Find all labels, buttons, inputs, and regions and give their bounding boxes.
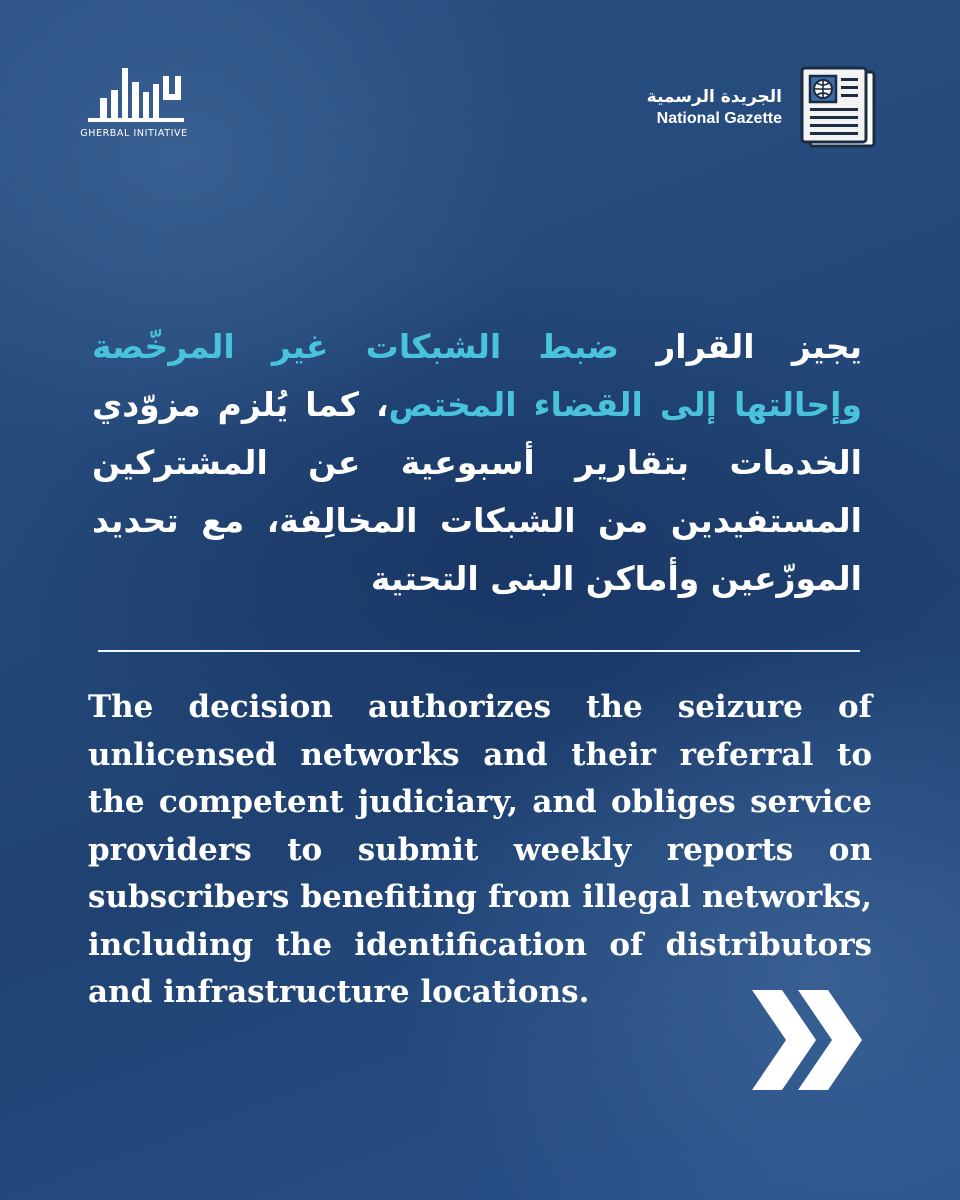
english-paragraph: The decision authorizes the seizure of unlicensed networks and their referral to the competent judiciary, and obliges service providers to submit weekly reports on subscribers benefiting from illegal networks, including the identification of distributors and infrastructure locations. bbox=[88, 689, 872, 1010]
source-labels bbox=[647, 86, 782, 130]
source-badge bbox=[647, 64, 884, 152]
arabic-text-intro: يجيز القرار bbox=[619, 327, 862, 366]
arabic-text-rest: ، كما يُلزم مزوّدي الخدمات بتقارير أسبوعية عن المشتركين المستفيدين من الشبكات المخالِفة، مع تحديد الموزّعين وأماكن البنى التحتية bbox=[92, 385, 862, 598]
source-label-arabic: الجريدة الرسمية bbox=[646, 86, 782, 107]
double-chevron-right-icon[interactable] bbox=[752, 990, 862, 1090]
logo-caption: GHERBAL INITIATIVE bbox=[80, 128, 188, 139]
section-divider bbox=[98, 650, 860, 652]
arabic-paragraph bbox=[92, 318, 862, 608]
arabic-text-highlight: ضبط الشبكات غير المرخّصة وإحالتها إلى القضاء المختص bbox=[92, 327, 862, 424]
newspaper-globe-icon bbox=[796, 64, 884, 152]
source-label-english: National Gazette bbox=[656, 109, 782, 127]
